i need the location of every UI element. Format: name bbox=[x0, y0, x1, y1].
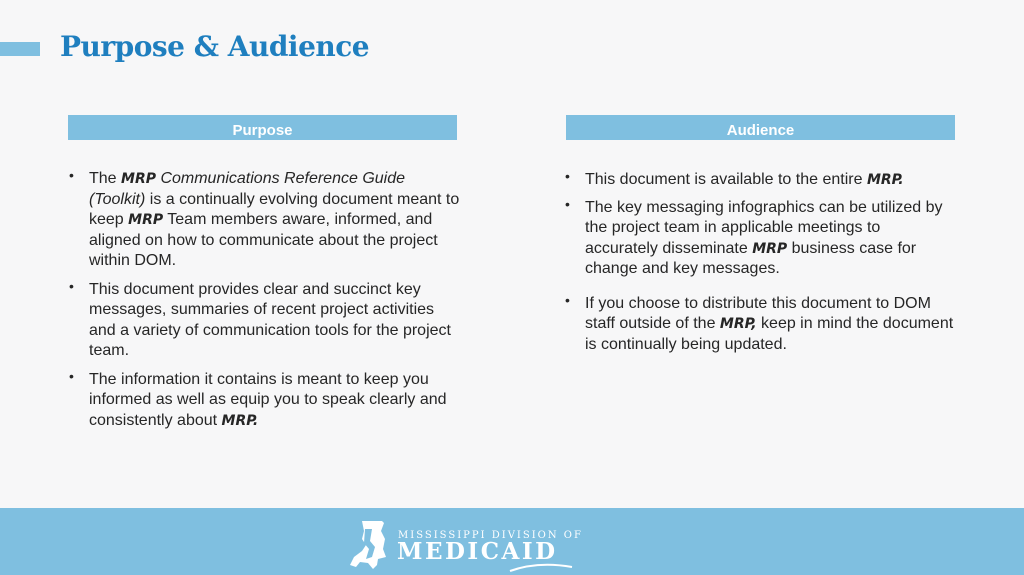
guide-title: Communications Reference Guide (Toolkit) bbox=[89, 170, 406, 208]
bullet-text: If you choose to distribute this document to DOM staff outside of the bbox=[585, 294, 931, 332]
mrp-emphasis: MRP bbox=[752, 240, 788, 257]
title-accent-bar bbox=[0, 42, 40, 56]
mrp-emphasis: MRP bbox=[121, 171, 156, 187]
audience-bullet-2 bbox=[564, 198, 954, 280]
purpose-bullet-1 bbox=[68, 169, 460, 272]
bullet-text: The key messaging infographics can be utilized by the project team in applicable meetings to accurately disseminate bbox=[585, 198, 943, 257]
mrp-emphasis: MRP bbox=[128, 212, 164, 228]
audience-header: Audience bbox=[566, 115, 955, 140]
purpose-header: Purpose bbox=[68, 115, 457, 140]
logo-wordmark: MEDICAID bbox=[397, 538, 558, 565]
bullet-text: The information it contains is meant to keep you informed as well as equip you to speak clearly and consistently about bbox=[89, 370, 447, 429]
logo-subtitle: MISSISSIPPI DIVISION OF bbox=[398, 530, 583, 541]
audience-bullet-1 bbox=[564, 170, 954, 191]
mississippi-state-icon bbox=[348, 519, 390, 571]
purpose-bullet-2: • This document provides clear and succinct key messages, summaries of recent project activities and a variety of communication tools for the project team. bbox=[68, 280, 460, 362]
bullet-text: This document is available to the entire bbox=[585, 171, 867, 188]
purpose-bullet-3 bbox=[68, 370, 460, 432]
bullet-text: keep in mind the document is continually being updated. bbox=[585, 315, 954, 353]
bullet-text: is a continually evolving document meant to keep bbox=[89, 190, 460, 228]
mrp-emphasis: MRP, bbox=[719, 316, 757, 332]
page-title: Purpose & Audience bbox=[60, 30, 370, 63]
audience-list bbox=[564, 170, 954, 362]
mrp-emphasis: MRP. bbox=[221, 412, 259, 429]
audience-bullet-3 bbox=[564, 294, 954, 356]
purpose-list bbox=[68, 169, 460, 439]
logo-swoosh bbox=[508, 563, 574, 573]
mrp-emphasis: MRP. bbox=[866, 172, 904, 188]
bullet-text: Team members aware, informed, and aligned on how to communicate about the project within DOM. bbox=[89, 211, 438, 269]
bullet-text: business case for change and key messages. bbox=[585, 239, 917, 277]
bullet-text: The bbox=[89, 170, 122, 187]
